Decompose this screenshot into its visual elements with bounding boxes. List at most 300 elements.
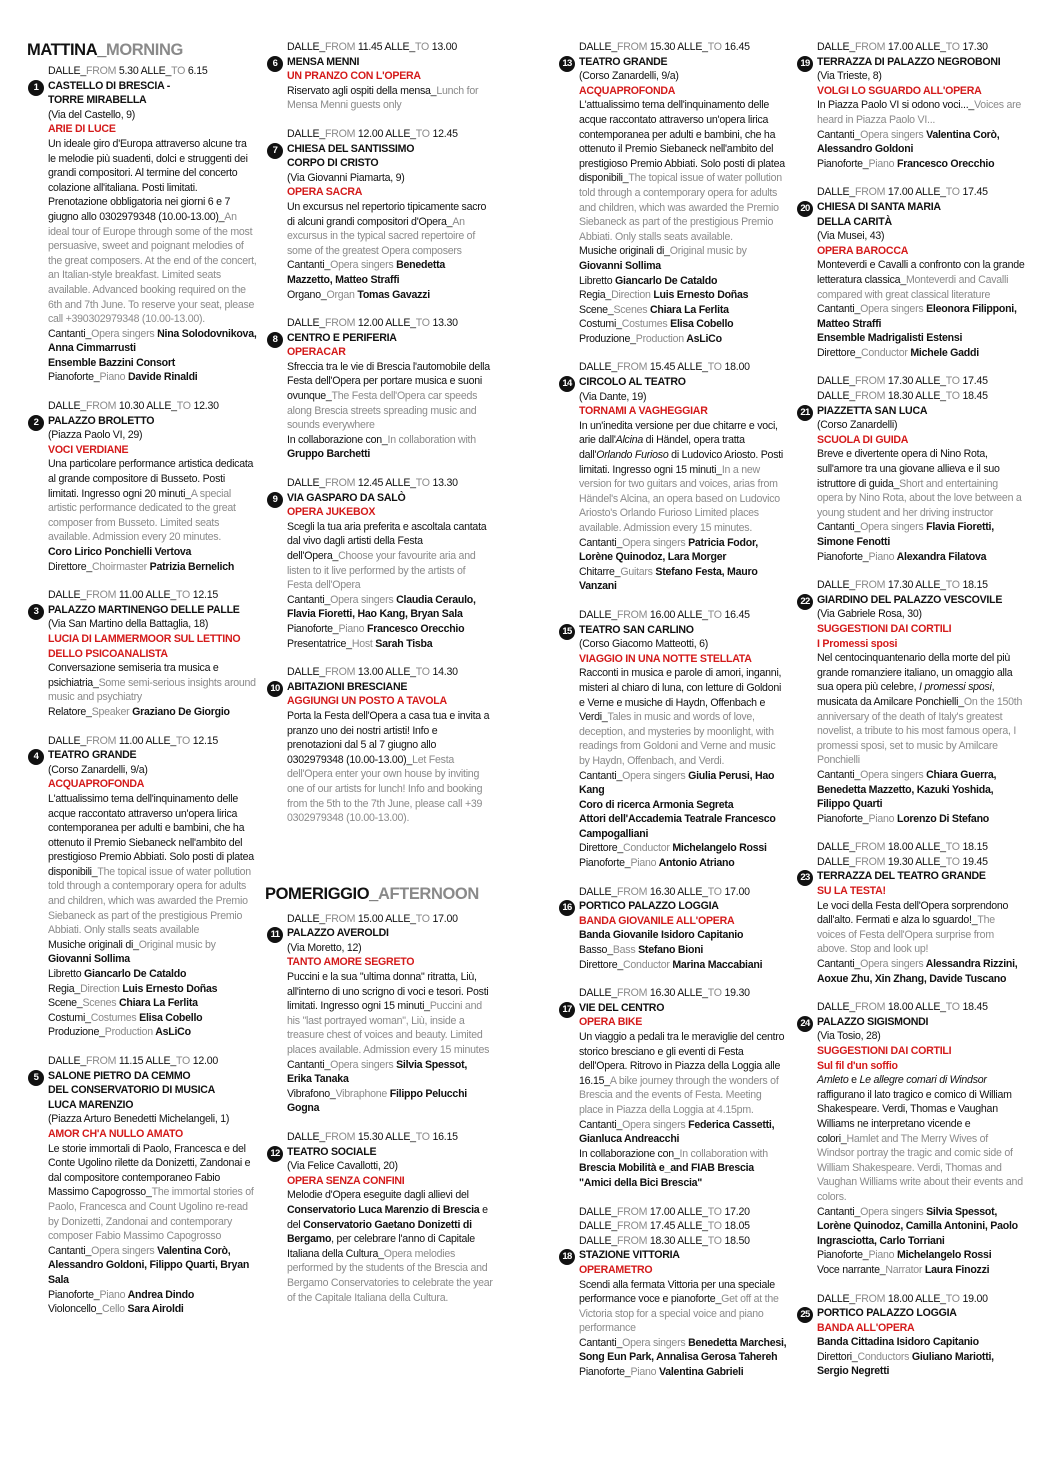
credit-line bbox=[817, 768, 1026, 812]
credit-role: Pianoforte_ bbox=[817, 550, 869, 563]
to-label: ALLE_ bbox=[677, 608, 708, 621]
from-label: DALLE_ bbox=[287, 127, 325, 140]
credit-role: Cantanti_ bbox=[287, 259, 331, 272]
description-it: Un ideale giro d'Europa attraverso alcune tra le melodie più suadenti, dolci e struggenti dei grandi compositori. Al termine del concerto colazione all'italiana. Posti limitati. Prenotazione obbligatoria nei giorni 6 e 7 giugno allo 0302979348 (10.00-13.00)_ bbox=[48, 137, 248, 223]
event-time bbox=[579, 885, 787, 900]
from-label: DALLE_ bbox=[817, 579, 855, 592]
to-label: ALLE_ bbox=[915, 841, 946, 854]
credit-role: Cantanti_ bbox=[817, 521, 861, 534]
credit-names: Coro Lirico Ponchielli Vertova bbox=[48, 546, 192, 558]
event-time bbox=[48, 399, 257, 414]
credit-line bbox=[287, 593, 493, 622]
credit-role-en: Piano bbox=[630, 857, 657, 870]
credit-role-en: Speaker bbox=[91, 705, 130, 718]
venue-address: (Via San Martino della Battaglia, 18) bbox=[48, 618, 209, 631]
description-it: Alcina bbox=[615, 434, 643, 447]
credit-role: Cantanti_ bbox=[817, 128, 861, 141]
to-label: ALLE_ bbox=[915, 1001, 946, 1014]
start-time: 5.30 bbox=[116, 65, 141, 77]
event-number-badge: 11 bbox=[267, 927, 283, 943]
description-it: Sfreccia tra le vie di Brescia l'automobile della Festa dell'Opera per portare musica e suoni ovunque_ bbox=[287, 360, 490, 403]
from-label-en: FROM bbox=[854, 855, 886, 868]
credit-role: In collaborazione con_ bbox=[287, 433, 388, 446]
start-time: 16.00 bbox=[647, 608, 678, 621]
credit-role: Cantanti_ bbox=[287, 593, 331, 606]
credit-line bbox=[579, 928, 787, 943]
description-it: Un excursus nel repertorio tipicamente sacro di alcuni grandi compositori d'Opera_ bbox=[287, 200, 487, 228]
credit-names: Banda Giovanile Isidoro Capitanio bbox=[579, 929, 744, 942]
venue-title: 6 MENSA MENNI bbox=[287, 55, 493, 70]
credit-line bbox=[579, 1161, 787, 1190]
description-en: Lunch for Mensa Menni guests only bbox=[287, 84, 479, 112]
event-time bbox=[48, 734, 257, 749]
description-en: An excursus in the typical sacred repertoire of some of the greatest Opera composers bbox=[287, 215, 476, 257]
end-time: 18.00 bbox=[721, 361, 750, 374]
venue-address: (Via Felice Cavallotti, 20) bbox=[287, 1160, 398, 1173]
credit-role: Scene_ bbox=[579, 303, 614, 316]
credit-names: Giancarlo De Cataldo bbox=[84, 968, 187, 981]
from-label: DALLE_ bbox=[817, 1292, 855, 1305]
event-description bbox=[287, 200, 493, 258]
end-time: 17.00 bbox=[721, 885, 750, 898]
from-label-en: FROM bbox=[616, 41, 648, 53]
to-label: ALLE_ bbox=[145, 589, 176, 602]
event-name: OPERA SENZA CONFINI bbox=[287, 1174, 405, 1187]
venue-title: 17 VIE DEL CENTRO bbox=[579, 1001, 787, 1016]
column-2 bbox=[265, 40, 493, 1319]
description-it: Conservatorio Luca Marenzio di Brescia bbox=[287, 1203, 480, 1216]
event-name: AGGIUNGI UN POSTO A TAVOLA bbox=[287, 695, 447, 708]
credit-role-en: Production bbox=[104, 1026, 153, 1039]
to-label-en: TO bbox=[415, 127, 430, 140]
event-number-badge: 1 bbox=[28, 80, 44, 96]
end-time: 18.15 bbox=[959, 841, 988, 854]
event-description bbox=[579, 98, 787, 244]
credit-line bbox=[579, 303, 787, 318]
credit-role: Costumi_ bbox=[579, 318, 622, 331]
description-it: L'attualissimo tema dell'inquinamento delle acque raccontato attraverso un'opera lirica contemporanea per adulti e bambini, che ha ottenuto il Premio Siebaneck nell'ambito del prestigioso Premio Abbiati. Solo posti di platea disponibili_ bbox=[48, 792, 254, 878]
credit-role-en: Opera singers bbox=[860, 303, 924, 316]
event-number-badge: 8 bbox=[267, 332, 283, 348]
start-time: 17.00 bbox=[885, 186, 916, 199]
credit-role-en: In collaboration with bbox=[387, 433, 476, 446]
credit-role-en: Piano bbox=[338, 622, 365, 635]
credit-names: Antonio Atriano bbox=[656, 857, 735, 870]
event-description bbox=[817, 651, 1026, 768]
from-label-en: FROM bbox=[324, 666, 356, 679]
event-time bbox=[817, 1292, 1026, 1307]
credit-role: Pianoforte_ bbox=[48, 1288, 100, 1301]
to-label: ALLE_ bbox=[385, 317, 416, 330]
credit-role: Costumi_ bbox=[48, 1011, 91, 1024]
credit-line bbox=[287, 258, 493, 287]
from-label: DALLE_ bbox=[287, 666, 325, 679]
credit-role: Musiche originali di_ bbox=[48, 938, 139, 951]
event-item bbox=[562, 986, 787, 1190]
start-time: 18.00 bbox=[885, 841, 916, 854]
event-item bbox=[33, 399, 257, 574]
credit-line bbox=[817, 1248, 1026, 1263]
event-item bbox=[800, 1000, 1026, 1277]
event-item bbox=[562, 360, 787, 594]
event-number-badge: 15 bbox=[559, 624, 575, 640]
event-description bbox=[579, 1278, 787, 1336]
credit-role: Pianoforte_ bbox=[287, 622, 339, 635]
credit-line bbox=[817, 157, 1026, 172]
event-time bbox=[287, 316, 493, 331]
end-time: 16.45 bbox=[721, 608, 750, 621]
credit-line bbox=[817, 128, 1026, 157]
credit-names: Alexandra Filatova bbox=[894, 550, 987, 563]
start-time: 12.45 bbox=[355, 477, 386, 490]
credit-names: Giovanni Sollima bbox=[579, 259, 661, 272]
end-time: 19.00 bbox=[959, 1292, 988, 1305]
credit-line bbox=[817, 1350, 1026, 1379]
credit-names: Valentina Gabrieli bbox=[656, 1366, 744, 1379]
to-label-en: TO bbox=[707, 361, 722, 374]
end-time: 17.00 bbox=[429, 912, 458, 925]
credit-role-en: Original music by bbox=[138, 938, 216, 951]
venue-address: (Via Dante, 19) bbox=[579, 390, 647, 403]
description-it: Puccini e la sua "ultima donna" ritratta, Liù, all'interno di uno scrigno di voci e tesori. Posti limitati. Ingresso ogni 15 minuti_ bbox=[287, 971, 489, 1013]
event-item bbox=[33, 64, 257, 385]
description-en: Choose your favourite aria and listen to it live performed by the artists of Festa dell'Opera bbox=[287, 550, 476, 592]
venue-title: DEL CONSERVATORIO DI MUSICA bbox=[48, 1084, 216, 1097]
from-label: DALLE_ bbox=[287, 477, 325, 490]
credit-line bbox=[817, 1335, 1026, 1350]
event-time bbox=[287, 912, 493, 927]
credit-names: Gruppo Barchetti bbox=[287, 448, 371, 461]
end-time: 12.15 bbox=[190, 734, 218, 747]
credit-role: Libretto bbox=[48, 968, 85, 981]
credit-names: Luis Ernesto Doñas bbox=[119, 982, 218, 995]
to-label-en: TO bbox=[415, 912, 430, 925]
credit-line bbox=[48, 705, 257, 720]
credit-role: Organo_ bbox=[287, 288, 327, 301]
to-label-en: TO bbox=[945, 579, 960, 592]
to-label: ALLE_ bbox=[677, 1220, 708, 1233]
credit-names: Laura Finozzi bbox=[922, 1263, 990, 1276]
from-label-en: FROM bbox=[616, 885, 648, 898]
event-description bbox=[287, 520, 493, 593]
to-label: ALLE_ bbox=[146, 400, 177, 413]
from-label: DALLE_ bbox=[48, 65, 86, 77]
credit-role-en: Opera singers bbox=[330, 593, 394, 606]
venue-address: (Corso Zanardelli, 9/a) bbox=[48, 763, 148, 776]
start-time: 18.30 bbox=[647, 1234, 678, 1247]
description-it: L'attualissimo tema dell'inquinamento delle acque raccontato attraverso un'opera lirica contemporanea per adulti e bambini, che ha ottenuto il Premio Siebaneck nell'ambito del prestigioso Premio Abbiati. Solo posti di platea disponibili_ bbox=[579, 99, 785, 185]
event-name: AMOR CH'A NULLO AMATO bbox=[48, 1127, 183, 1140]
from-label: DALLE_ bbox=[817, 841, 855, 854]
event-item bbox=[270, 1130, 493, 1305]
event-time bbox=[817, 374, 1026, 389]
start-time: 11.00 bbox=[116, 734, 146, 747]
venue-address: (Via Musei, 43) bbox=[817, 230, 885, 243]
credit-names: Stefano Festa, Mauro Vanzani bbox=[579, 565, 758, 593]
credit-names: Giancarlo De Cataldo bbox=[615, 274, 718, 287]
credit-role-en: Conductors bbox=[857, 1350, 910, 1363]
description-en: The Festa dell'Opera car speeds along Brescia streets spreading music and sounds everywhere bbox=[287, 390, 478, 432]
from-label: DALLE_ bbox=[579, 987, 617, 1000]
credit-role-en: Opera singers bbox=[91, 1244, 155, 1257]
event-description bbox=[817, 98, 1026, 127]
credit-line bbox=[579, 536, 787, 565]
description-en: The topical issue of water pollution told through a contemporary opera for adults and children, which was awarded the Premio Siebaneck as part of the prestigious Premio Abbiati. Only stalls seats available bbox=[48, 865, 251, 937]
venue-title: 5 SALONE PIETRO DA CEMMO bbox=[48, 1069, 257, 1084]
to-label-en: TO bbox=[171, 65, 186, 77]
to-label: ALLE_ bbox=[145, 1055, 176, 1067]
venue-title: LUCA MARENZIO bbox=[48, 1098, 134, 1111]
credit-line bbox=[48, 1288, 257, 1303]
credit-role: Pianoforte_ bbox=[817, 812, 869, 825]
from-label: DALLE_ bbox=[48, 734, 86, 747]
event-item bbox=[800, 40, 1026, 171]
credit-names: Valentina Corò, Alessandro Goldoni bbox=[817, 128, 1000, 156]
to-label: ALLE_ bbox=[385, 1131, 416, 1143]
column-4 bbox=[796, 40, 1026, 1393]
event-item bbox=[800, 374, 1026, 564]
to-label-en: TO bbox=[707, 885, 722, 898]
event-item bbox=[800, 578, 1026, 826]
credit-names: Francesco Orecchio bbox=[894, 157, 995, 170]
event-time bbox=[817, 1000, 1026, 1015]
credit-line bbox=[579, 244, 787, 259]
event-name: VOCI VERDIANE bbox=[48, 443, 129, 456]
from-label: DALLE_ bbox=[817, 1001, 855, 1014]
description-it: di Händel, opera tratta dall' bbox=[579, 434, 745, 462]
to-label: ALLE_ bbox=[915, 855, 946, 868]
credit-names: Elisa Cobello bbox=[136, 1011, 203, 1024]
end-time: 17.20 bbox=[721, 1205, 750, 1218]
description-en: The immortal stories of Paolo, Francesca and Count Ugolino re-read by Donizetti, Zandonai and contemporary composer Fabio Massimo Capogrosso bbox=[48, 1186, 254, 1243]
start-time: 12.00 bbox=[355, 317, 386, 330]
credit-names: Ensemble Madrigalisti Estensi bbox=[817, 332, 963, 345]
event-number-badge: 5 bbox=[28, 1070, 44, 1086]
event-description bbox=[48, 137, 257, 327]
credit-line bbox=[48, 1244, 257, 1288]
from-label-en: FROM bbox=[324, 477, 356, 490]
credit-role-en: Costumes bbox=[90, 1011, 137, 1024]
to-label-en: TO bbox=[707, 1220, 722, 1233]
venue-address: (Piazza Paolo VI, 29) bbox=[48, 429, 143, 442]
credit-role-en: Piano bbox=[868, 550, 895, 563]
credit-line bbox=[287, 622, 493, 637]
end-time: 18.45 bbox=[959, 1001, 988, 1014]
description-en: Voices are heard in Piazza Paolo VI... bbox=[817, 99, 1022, 126]
credit-names: Flavia Fioretti, Simone Fenotti bbox=[817, 521, 994, 548]
credit-line bbox=[817, 812, 1026, 827]
to-label: ALLE_ bbox=[915, 1292, 946, 1305]
event-item bbox=[33, 1054, 257, 1317]
from-label: DALLE_ bbox=[817, 186, 855, 199]
description-it: Nel centocinquantenario della morte del più grande romanziere italiano, un omaggio alla sua opera più celebre, bbox=[817, 652, 1013, 694]
credit-names: AsLiCo bbox=[683, 332, 722, 345]
start-time: 16.30 bbox=[647, 987, 678, 1000]
credit-role: Direttore_ bbox=[817, 346, 862, 359]
description-it: Orlando Furioso bbox=[596, 449, 669, 462]
credit-names: Sara Airoldi bbox=[124, 1303, 184, 1316]
event-number-badge: 2 bbox=[28, 415, 44, 431]
end-time: 18.15 bbox=[959, 579, 988, 592]
credit-role-en: Narrator bbox=[885, 1263, 923, 1276]
venue-title: 20 CHIESA DI SANTA MARIA bbox=[817, 200, 1026, 215]
credit-line bbox=[817, 957, 1026, 986]
credit-names: Chiara La Ferlita bbox=[647, 303, 729, 316]
event-item bbox=[272, 127, 493, 302]
description-en: The voices of Festa dell'Opera surprise from above. Stop and look up! bbox=[817, 914, 995, 956]
end-time: 18.50 bbox=[721, 1234, 750, 1247]
event-description bbox=[287, 360, 493, 433]
credit-line bbox=[817, 302, 1026, 331]
to-label: ALLE_ bbox=[385, 127, 416, 140]
to-label: ALLE_ bbox=[385, 477, 416, 490]
start-time: 13.00 bbox=[355, 666, 386, 679]
credit-names: Attori dell'Accademia Teatrale Francesco Campogalliani bbox=[579, 813, 776, 840]
end-time: 19.45 bbox=[959, 855, 988, 868]
description-it: Le storie immortali di Paolo, Francesca e del Conte Ugolino rilette da Donizetti, Zandonai e dal compositore contemporaneo Fabio Massimo Capogrosso_ bbox=[48, 1142, 251, 1199]
from-label-en: FROM bbox=[616, 1205, 648, 1218]
venue-title: CORPO DI CRISTO bbox=[287, 157, 379, 170]
venue-title: 15 TEATRO SAN CARLINO bbox=[579, 623, 787, 638]
credit-names: Benedetta Marchesi, Song Eun Park, Annalisa Gerosa Tahereh bbox=[579, 1336, 787, 1364]
venue-title: 3 PALAZZO MARTINENGO DELLE PALLE bbox=[48, 603, 257, 618]
event-description bbox=[817, 447, 1026, 520]
credit-names: Giuliano Mariotti, Sergio Negretti bbox=[817, 1350, 994, 1378]
credit-role-en: Opera singers bbox=[91, 327, 155, 340]
event-name: OPERA JUKEBOX bbox=[287, 506, 376, 519]
end-time: 12.00 bbox=[190, 1055, 218, 1067]
from-label-en: FROM bbox=[324, 1131, 356, 1143]
event-number-badge: 10 bbox=[267, 681, 283, 697]
end-time: 13.30 bbox=[429, 477, 458, 490]
description-it: Un viaggio a pedali tra le meraviglie del centro storico bresciano e gli eventi di Festa dell'Opera. Ritrovo in Piazza della Loggia alle 16.15_ bbox=[579, 1031, 785, 1087]
credit-role-en: Host bbox=[351, 637, 373, 650]
to-label: ALLE_ bbox=[145, 734, 176, 747]
credit-role-en: Piano bbox=[630, 1366, 657, 1379]
credit-role: Cantanti_ bbox=[817, 303, 861, 316]
event-number-badge: 14 bbox=[559, 376, 575, 392]
event-time bbox=[817, 840, 1026, 855]
to-label-en: TO bbox=[176, 1055, 191, 1067]
start-time: 15.00 bbox=[355, 912, 386, 925]
end-time: 16.15 bbox=[429, 1131, 458, 1143]
venue-title: 11 PALAZZO AVEROLDI bbox=[287, 926, 493, 941]
credit-names: Filippo Pelucchi Gogna bbox=[287, 1087, 467, 1115]
description-it: , per celebrare l'anno di Capitale Italiana della Cultura_ bbox=[287, 1233, 475, 1260]
event-name: OPERA BAROCCA bbox=[817, 244, 909, 257]
credit-role-en: Piano bbox=[868, 157, 895, 170]
description-it: Breve e divertente opera di Nino Rota, sull'amore tra una giovane allieva e il suo istruttore di guida_ bbox=[817, 448, 1000, 490]
venue-address: (Via Trieste, 8) bbox=[817, 70, 882, 83]
event-item bbox=[272, 476, 493, 651]
credit-names: Giovanni Sollima bbox=[48, 953, 130, 966]
credit-role-en: Vibraphone bbox=[335, 1087, 388, 1100]
to-label: ALLE_ bbox=[677, 41, 708, 53]
credit-names: Nina Solodovnikova, Anna Cimmarrusti bbox=[48, 327, 257, 355]
event-description bbox=[287, 84, 493, 113]
to-label: ALLE_ bbox=[915, 390, 946, 403]
credit-role-en: Organ bbox=[326, 288, 355, 301]
description-it: Conversazione semiseria tra musica e psichiatria_ bbox=[48, 662, 219, 689]
description-en: An ideal tour of Europe through some of the most persuasive, sweet and poignant melodies of the great composers. At the end of the concert, an Italian-style breakfast. Limited seats available. Advanced booking required on the 6th and 7th June. To reserve your seat, please call +390302979348 (10.00-13.00). bbox=[48, 210, 257, 326]
event-number-badge: 22 bbox=[797, 594, 813, 610]
credit-names: Benedetta Mazzetto, Matteo Straffi bbox=[287, 259, 446, 286]
end-time: 12.45 bbox=[429, 127, 458, 140]
event-item bbox=[272, 40, 493, 113]
start-time: 17.30 bbox=[885, 375, 916, 388]
event-time bbox=[48, 588, 257, 603]
venue-title: 24 PALAZZO SIGISMONDI bbox=[817, 1015, 1026, 1030]
description-en: The topical issue of water pollution told through a contemporary opera for adults and children, which was awarded the Premio Siebaneck as part of the prestigious Premio Abbiati. Only stalls seats available. bbox=[579, 172, 782, 243]
description-en: Tales in music and words of love, deception, and mysteries by moonlight, with readings from Goldoni and Verne and music by Haydn, Offenbach, and Verdi. bbox=[579, 711, 776, 767]
end-time: 18.45 bbox=[959, 390, 988, 403]
venue-address: (Piazza Arturo Benedetti Michelangeli, 1) bbox=[48, 1113, 230, 1126]
start-time: 16.30 bbox=[647, 885, 678, 898]
to-label-en: TO bbox=[176, 400, 191, 413]
from-label-en: FROM bbox=[854, 579, 886, 592]
from-label-en: FROM bbox=[85, 734, 117, 747]
from-label-en: FROM bbox=[616, 1220, 648, 1233]
credit-role: Direttori_ bbox=[817, 1350, 858, 1363]
to-label: ALLE_ bbox=[915, 41, 946, 53]
venue-title: 21 PIAZZETTA SAN LUCA bbox=[817, 404, 1026, 419]
credit-role: Pianoforte_ bbox=[579, 1366, 631, 1379]
end-time: 16.45 bbox=[721, 41, 750, 53]
event-number-badge: 24 bbox=[797, 1016, 813, 1032]
start-time: 10.30 bbox=[116, 400, 147, 413]
credit-role-en: Opera singers bbox=[860, 958, 924, 971]
to-label-en: TO bbox=[415, 666, 430, 679]
event-description bbox=[48, 792, 257, 938]
description-it: Scendi alla fermata Vittoria per una speciale performance voce e pianoforte_ bbox=[579, 1278, 775, 1306]
credit-names: Luis Ernesto Doñas bbox=[650, 289, 749, 302]
from-label: DALLE_ bbox=[579, 361, 617, 374]
credit-names: Sarah Tisba bbox=[372, 637, 433, 650]
credit-line bbox=[579, 943, 787, 958]
description-it: Le voci della Festa dell'Opera sorprendono dall'alto. Fermati e alza lo sguardo!_ bbox=[817, 899, 1009, 927]
credit-line bbox=[817, 550, 1026, 565]
description-en: A special artistic performance dedicated to the great composer from Busseto. Limited seats available. Admission every 20 minutes. bbox=[48, 487, 236, 544]
event-description bbox=[48, 661, 257, 705]
description-en: Opera melodies performed by the students of the Brescia and Bergamo Conservatories to celebrate the year of the Capitale Italiana della Cultura. bbox=[287, 1247, 493, 1304]
event-description bbox=[579, 419, 787, 536]
credit-names: Elisa Cobello bbox=[667, 318, 734, 331]
from-label-en: FROM bbox=[324, 317, 356, 330]
credit-names: Lorenzo Di Stefano bbox=[894, 812, 990, 825]
credit-names: Claudia Ceraulo, Flavia Fioretti, Hao Kang, Bryan Sala bbox=[287, 593, 476, 621]
from-label-en: FROM bbox=[324, 41, 356, 53]
to-label: ALLE_ bbox=[385, 666, 416, 679]
credit-role-en: Conductor bbox=[861, 346, 908, 359]
credit-role: Voce narrante_ bbox=[817, 1263, 886, 1276]
event-number-badge: 9 bbox=[267, 492, 283, 508]
from-label-en: FROM bbox=[854, 841, 886, 854]
credit-role-en: Piano bbox=[99, 1288, 126, 1301]
credit-role: Produzione_ bbox=[579, 332, 636, 345]
credit-names: Chiara Guerra, Benedetta Mazzetto, Kazuki Yoshida, Filippo Quarti bbox=[817, 768, 997, 811]
event-number-badge: 23 bbox=[797, 870, 813, 886]
event-time bbox=[579, 1234, 787, 1249]
description-en: Monteverdi and Cavalli compared with great classical literature bbox=[817, 273, 1009, 301]
venue-title: 12 TEATRO SOCIALE bbox=[287, 1145, 493, 1160]
event-item bbox=[800, 1292, 1026, 1380]
credit-role-en: Conductor bbox=[623, 842, 670, 855]
credit-role-en: Original music by bbox=[669, 245, 747, 258]
credit-line bbox=[287, 637, 493, 652]
credit-role: Presentatrice_ bbox=[287, 637, 352, 650]
end-time: 13.30 bbox=[429, 317, 458, 330]
event-description bbox=[579, 666, 787, 768]
